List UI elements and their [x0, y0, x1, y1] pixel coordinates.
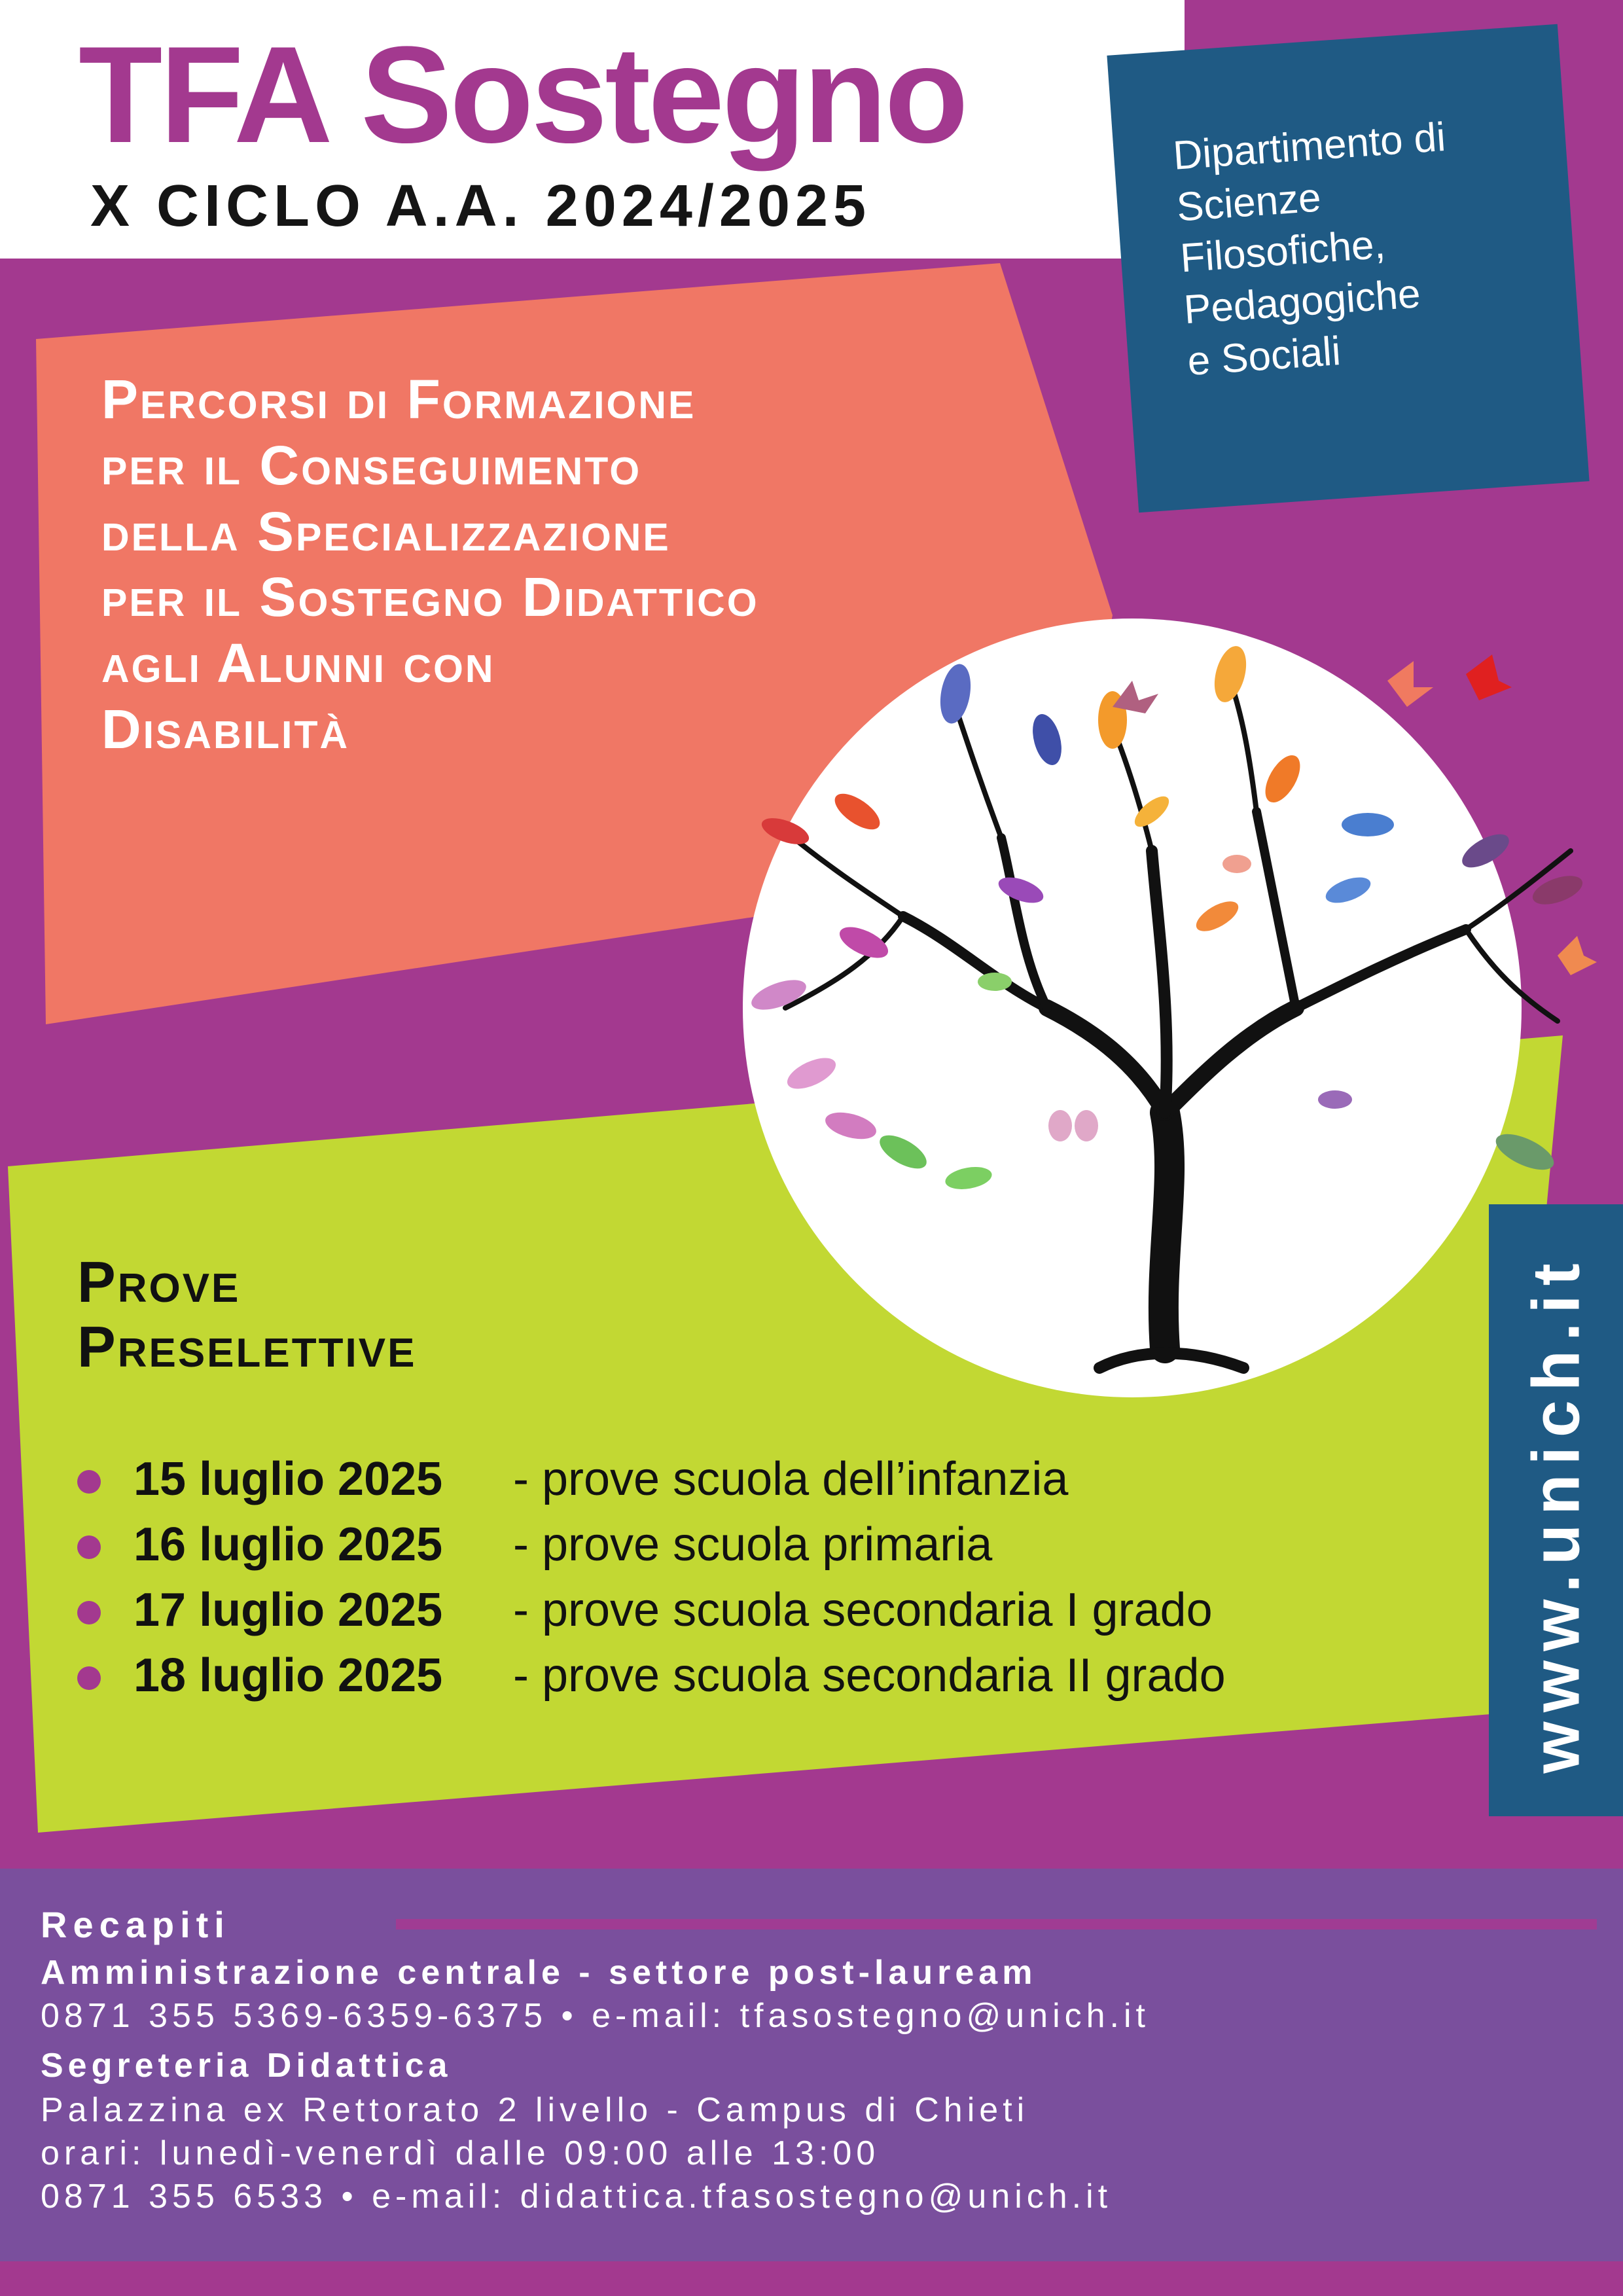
course-line: della Specializzazione [101, 500, 671, 562]
course-line: per il Conseguimento [101, 434, 642, 496]
department-line: Pedagogiche [1182, 271, 1422, 333]
bullet-icon [77, 1470, 101, 1494]
department-line: Scienze [1175, 175, 1323, 230]
footer-divider [396, 1919, 1597, 1929]
admin-title: Amministrazione centrale - settore post-lauream [41, 1954, 1037, 1992]
test-date: 17 luglio 2025 [134, 1584, 443, 1636]
department-line: e Sociali [1186, 328, 1342, 384]
tests-heading [77, 1250, 416, 1379]
course-line: agli Alunni con [101, 632, 495, 694]
test-date: 15 luglio 2025 [134, 1453, 443, 1505]
bullet-icon [77, 1601, 101, 1624]
test-description: - prove scuola primaria [513, 1518, 993, 1571]
test-date: 16 luglio 2025 [134, 1518, 443, 1571]
test-description: - prove scuola secondaria I grado [513, 1584, 1213, 1636]
secretary-contact[interactable]: 0871 355 6533 • e-mail: didattica.tfasostegno@unich.it [41, 2178, 1113, 2215]
website-link[interactable]: www.unich.it [1518, 1254, 1594, 1774]
tests-heading-line: Prove [77, 1249, 241, 1314]
test-date: 18 luglio 2025 [134, 1649, 443, 1702]
test-description: - prove scuola dell’infanzia [513, 1453, 1069, 1505]
secretary-address: Palazzina ex Rettorato 2 livello - Campus di Chieti [41, 2091, 1029, 2129]
page-title: TFA Sostegno [79, 18, 966, 171]
course-line: per il Sostegno Didattico [101, 566, 759, 628]
bullet-icon [77, 1535, 101, 1559]
secretary-hours: orari: lunedì-venerdì dalle 09:00 alle 13:00 [41, 2134, 880, 2172]
admin-contact[interactable]: 0871 355 5369-6359-6375 • e-mail: tfasostegno@unich.it [41, 1997, 1150, 2035]
cycle-subtitle: X CICLO A.A. 2024/2025 [90, 173, 872, 239]
contacts-heading: Recapiti [41, 1904, 230, 1945]
course-description [101, 367, 759, 762]
secretary-title: Segreteria Didattica [41, 2047, 452, 2085]
department-line: Filosofiche, [1179, 222, 1387, 281]
course-line: Percorsi di Formazione [101, 368, 696, 430]
course-line: Disabilità [101, 698, 350, 760]
tree-illustration [707, 615, 1597, 1420]
department-line: Dipartimento di [1171, 114, 1448, 179]
test-description: - prove scuola secondaria II grado [513, 1649, 1226, 1702]
tests-heading-line: Preselettive [77, 1314, 417, 1379]
bullet-icon [77, 1666, 101, 1690]
